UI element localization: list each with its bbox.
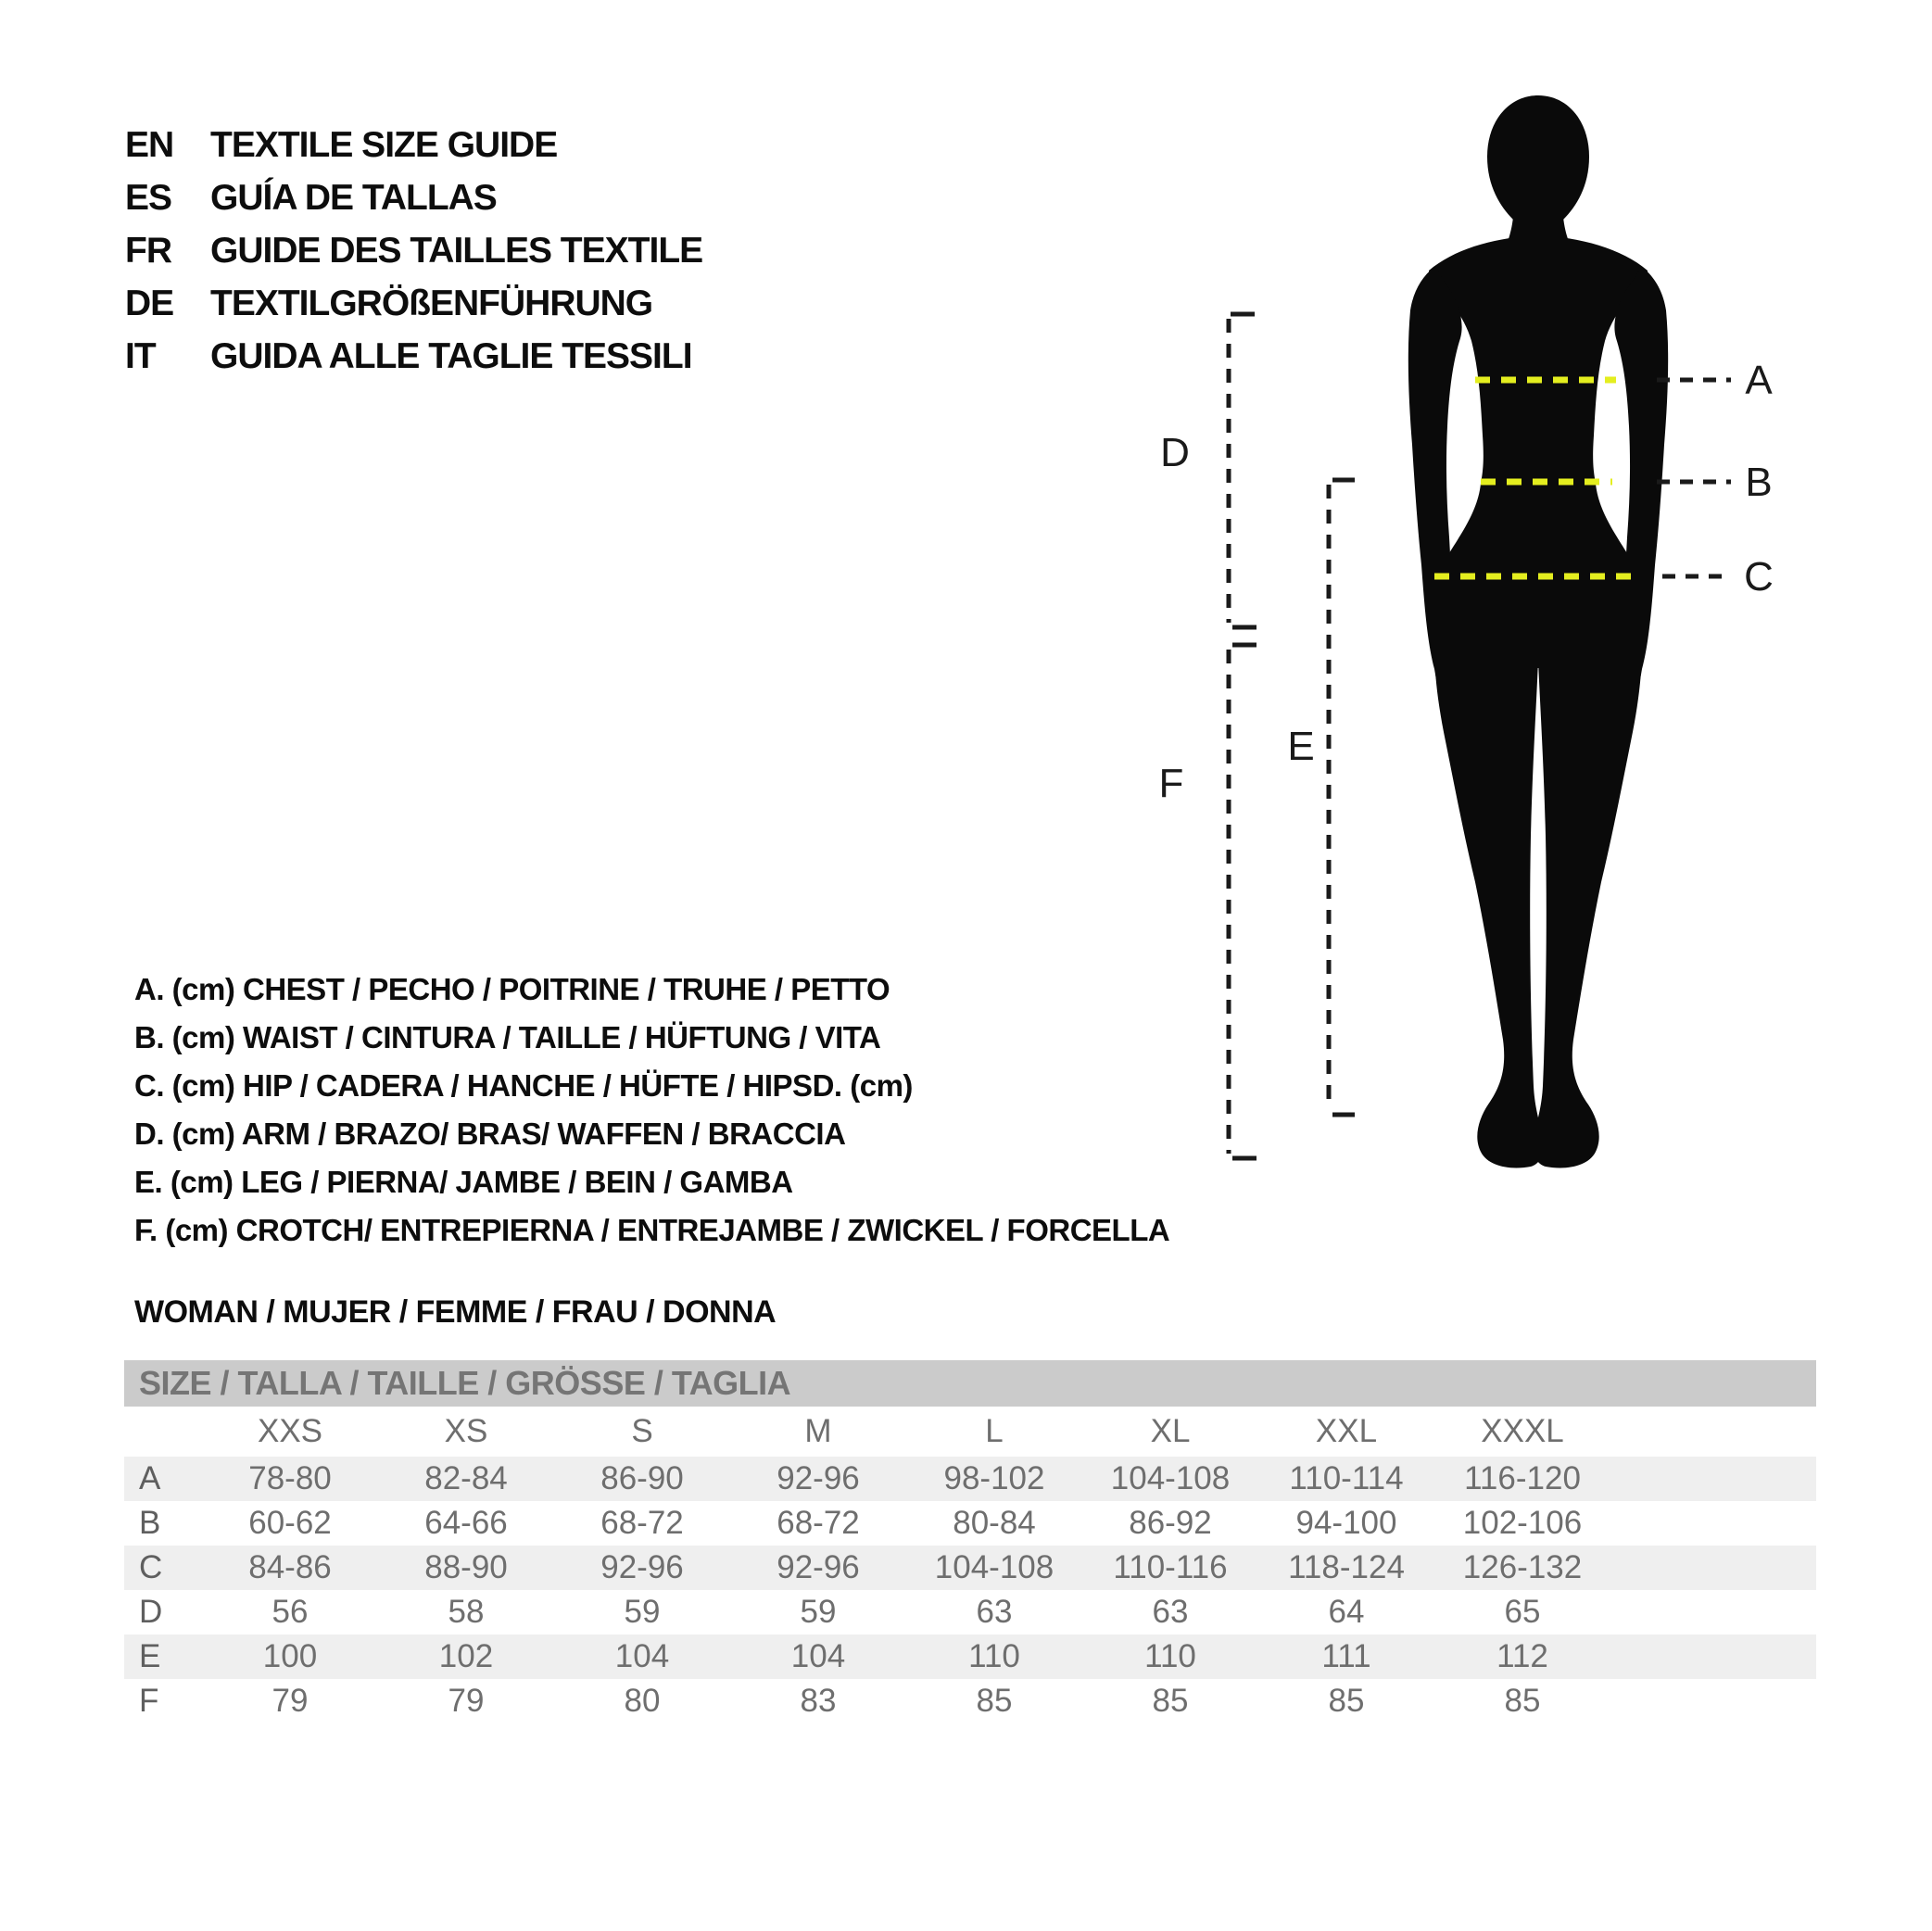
cell-value: 78-80 [248, 1460, 332, 1496]
cell-value: 110 [968, 1638, 1020, 1674]
gender-heading: WOMAN / MUJER / FEMME / FRAU / DONNA [134, 1294, 777, 1330]
cell-value: 60-62 [248, 1505, 332, 1541]
silhouette-right-leg [1534, 593, 1643, 1167]
table-row-waist [124, 1501, 1816, 1546]
row-label: F [139, 1683, 159, 1719]
cell-value: 110-114 [1289, 1460, 1404, 1496]
table-row-arm [124, 1590, 1816, 1634]
cell-value: 79 [271, 1683, 309, 1719]
row-label: A [139, 1460, 161, 1496]
measurement-legend [134, 966, 1169, 1255]
cell-value: 63 [1152, 1594, 1189, 1630]
silhouette-left-leg [1434, 593, 1544, 1167]
cell-value: 116-120 [1464, 1460, 1581, 1496]
cell-value: 80 [624, 1683, 661, 1719]
cell-value: 110-116 [1113, 1549, 1228, 1585]
size-table [124, 1360, 1816, 1723]
cell-value: 64 [1328, 1594, 1365, 1630]
cell-value: 104-108 [1110, 1460, 1231, 1496]
size-header-l: L [985, 1413, 1004, 1449]
cell-value: 59 [800, 1594, 837, 1630]
cell-value: 102 [438, 1638, 494, 1674]
legend-waist: B. (cm) WAIST / CINTURA / TAILLE / HÜFTUNG / VITA [134, 1020, 881, 1054]
legend-crotch: F. (cm) CROTCH/ ENTREPIERNA / ENTREJAMBE / ZWICKEL / FORCELLA [134, 1213, 1170, 1247]
language-row-fr [125, 224, 702, 277]
woman-silhouette-figure [1408, 95, 1668, 1167]
label-hip-c: C [1744, 554, 1774, 599]
cell-value: 83 [800, 1683, 837, 1719]
label-waist-b: B [1745, 460, 1773, 505]
cell-value: 86-92 [1129, 1505, 1212, 1541]
cell-value: 98-102 [943, 1460, 1045, 1496]
size-table-title: SIZE / TALLA / TAILLE / GRÖSSE / TAGLIA [139, 1364, 791, 1402]
cell-value: 63 [976, 1594, 1013, 1630]
cell-value: 82-84 [424, 1460, 508, 1496]
size-header-row [124, 1407, 1816, 1457]
size-header-xxs: XXS [257, 1413, 323, 1449]
cell-value: 104 [790, 1638, 846, 1674]
cell-value: 92-96 [600, 1549, 684, 1585]
cell-value: 84-86 [248, 1549, 332, 1585]
silhouette-neck [1497, 208, 1579, 258]
label-chest-a: A [1745, 358, 1773, 403]
size-header-xs: XS [444, 1413, 488, 1449]
cell-value: 85 [976, 1683, 1013, 1719]
silhouette-left-arm [1408, 267, 1467, 723]
cell-value: 88-90 [424, 1549, 508, 1585]
label-leg-e: E [1287, 724, 1315, 769]
size-header-m: M [804, 1413, 832, 1449]
language-code: IT [125, 335, 156, 376]
cell-value: 68-72 [600, 1505, 684, 1541]
language-code: FR [125, 230, 171, 271]
cell-value: 94-100 [1295, 1505, 1397, 1541]
guide-title: GUIDE DES TAILLES TEXTILE [210, 230, 703, 271]
legend-leg: E. (cm) LEG / PIERNA/ JAMBE / BEIN / GAMBA [134, 1165, 793, 1199]
label-arm-d: D [1160, 430, 1190, 475]
row-label: E [139, 1638, 161, 1674]
cell-value: 126-132 [1462, 1549, 1583, 1585]
language-title-list [125, 119, 702, 383]
language-row-en [125, 119, 702, 171]
table-row-crotch [124, 1679, 1816, 1723]
legend-chest: A. (cm) CHEST / PECHO / POITRINE / TRUHE / PETTO [134, 972, 890, 1006]
cell-value: 85 [1504, 1683, 1541, 1719]
cell-value: 102-106 [1462, 1505, 1583, 1541]
row-label: B [139, 1505, 161, 1541]
language-row-es [125, 171, 702, 224]
cell-value: 111 [1321, 1638, 1371, 1674]
cell-value: 112 [1496, 1638, 1548, 1674]
cell-value: 92-96 [777, 1549, 860, 1585]
size-header-xl: XL [1150, 1413, 1191, 1449]
language-code: ES [125, 177, 172, 218]
table-row-chest [124, 1457, 1816, 1501]
cell-value: 104 [614, 1638, 670, 1674]
size-header-s: S [631, 1413, 653, 1449]
silhouette-right-arm [1610, 267, 1668, 723]
cell-value: 85 [1152, 1683, 1189, 1719]
row-label: D [139, 1594, 163, 1630]
legend-arm: D. (cm) ARM / BRAZO/ BRAS/ WAFFEN / BRACCIA [134, 1117, 846, 1151]
cell-value: 86-90 [600, 1460, 684, 1496]
cell-value: 118-124 [1288, 1549, 1405, 1585]
cell-value: 64-66 [424, 1505, 508, 1541]
size-header-xxl: XXL [1315, 1413, 1378, 1449]
cell-value: 65 [1504, 1594, 1541, 1630]
language-row-de [125, 277, 702, 330]
label-crotch-f: F [1158, 761, 1184, 806]
cell-value: 104-108 [934, 1549, 1054, 1585]
silhouette-torso [1429, 235, 1648, 668]
cell-value: 110 [1144, 1638, 1196, 1674]
guide-title: TEXTILE SIZE GUIDE [210, 124, 558, 165]
cell-value: 92-96 [777, 1460, 860, 1496]
legend-hip: C. (cm) HIP / CADERA / HANCHE / HÜFTE / HIPSD. (cm) [134, 1068, 913, 1103]
cell-value: 68-72 [777, 1505, 860, 1541]
language-code: DE [125, 283, 174, 323]
cell-value: 79 [448, 1683, 485, 1719]
guide-title: GUIDA ALLE TAGLIE TESSILI [210, 335, 692, 376]
cell-value: 59 [624, 1594, 661, 1630]
cell-value: 85 [1328, 1683, 1365, 1719]
table-row-hip [124, 1546, 1816, 1590]
size-header-empty-cell [124, 1407, 202, 1457]
guide-title: TEXTILGRÖßENFÜHRUNG [210, 283, 653, 323]
cell-value: 58 [448, 1594, 485, 1630]
table-row-leg [124, 1634, 1816, 1679]
size-table-title-bar [124, 1360, 1816, 1407]
language-row-it [125, 330, 702, 383]
size-header-xxxl: XXXL [1481, 1413, 1564, 1449]
cell-value: 56 [271, 1594, 309, 1630]
cell-value: 80-84 [953, 1505, 1036, 1541]
guide-title: GUÍA DE TALLAS [210, 177, 497, 218]
language-code: EN [125, 124, 174, 165]
cell-value: 100 [262, 1638, 318, 1674]
silhouette-head [1487, 95, 1589, 227]
row-label: C [139, 1549, 163, 1585]
